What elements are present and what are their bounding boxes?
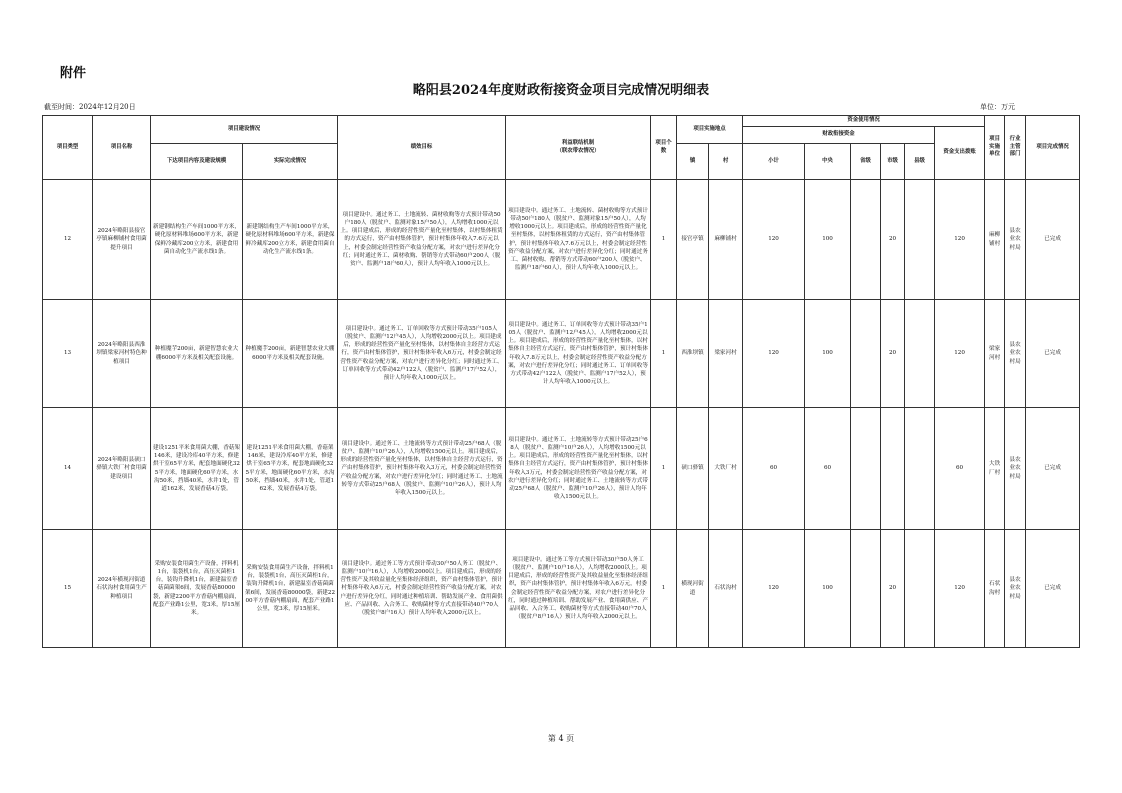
cell-county — [905, 180, 935, 300]
cell-town: 硖口驿镇 — [677, 408, 709, 530]
cell-village: 石状沟村 — [709, 530, 743, 648]
cell-paid: 120 — [935, 180, 985, 300]
cell-village: 梁家河村 — [709, 300, 743, 408]
cell-impl-unit: 梁家河村 — [985, 300, 1005, 408]
header-central: 中央 — [805, 144, 851, 180]
header-performance: 绩效目标 — [338, 116, 506, 180]
cell-planned: 建设1251平米食用菌大棚，香菇架146米，建设冷库40平方米，修建烘干室65平方米，配套地面硬化325平方米，地面硬化60平方米，水沟50米，挡墙40米，水井1处，管道162米，发展香菇4万袋。 — [151, 408, 243, 530]
cell-name: 2024年略阳县西淮坝镇梁家河村特色种植项目 — [93, 300, 151, 408]
cell-dept: 县农业农村局 — [1005, 530, 1026, 648]
header-planned: 下达项目内容及建设规模 — [151, 144, 243, 180]
cell-city — [881, 408, 905, 530]
cell-subtotal: 120 — [743, 180, 805, 300]
cell-paid: 60 — [935, 408, 985, 530]
cell-town: 横现河街道 — [677, 530, 709, 648]
cell-count: 1 — [651, 408, 677, 530]
cell-province — [851, 180, 881, 300]
header-impl-unit: 项目实施单位 — [985, 116, 1005, 180]
cell-province — [851, 408, 881, 530]
header-location: 项目实施地点 — [677, 116, 743, 144]
cell-benefit: 项目建设中。通过务工、土地流转、菌材收购等方式预计带动50户180人（脱贫户、监测对象15户50人），人均增收1000元以上。项目建成后，形成的经营性资产量化至村集体，以村集体租赁的方式运行，资产由村集体管护，预计村集体年收入7.6万元以上，村委会制定经营性资产收益分配方案，对农户进行差异化分红；同时通过务工、菌材收购、帮销等方式带动60户200人（脱贫户、监测户18户60人），预计人均年收入1000元以上。 — [506, 180, 651, 300]
table-row — [43, 300, 1080, 408]
project-table — [42, 115, 1080, 648]
cell-actual: 采购安装食用菌生产设备，拌料机1台，装袋机1台，高压灭菌柜1台，装钩升降机1台，新建温室香菇菌菌架6间，发展香菇80000袋，新建2200平方香菇内棚扇面，配套产业路1公里，宽3米，厚15厘米。 — [243, 530, 338, 648]
cell-dept: 县农业农村局 — [1005, 408, 1026, 530]
cell-paid: 120 — [935, 530, 985, 648]
cell-central: 60 — [805, 408, 851, 530]
header-benefit — [506, 116, 651, 180]
cell-subtotal: 120 — [743, 530, 805, 648]
cell-impl-unit: 麻柳铺村 — [985, 180, 1005, 300]
header-count: 项目个数 — [651, 116, 677, 180]
cell-dept: 县农业农村局 — [1005, 180, 1026, 300]
cell-city: 20 — [881, 300, 905, 408]
cell-town: 接官亭镇 — [677, 180, 709, 300]
page-title: 略阳县2024年度财政衔接资金项目完成情况明细表 — [412, 83, 710, 98]
cell-central: 100 — [805, 180, 851, 300]
header-funds: 资金使用情况 — [743, 116, 985, 127]
cell-count: 1 — [651, 300, 677, 408]
table-row — [43, 180, 1080, 300]
header-benefit-line1: 利益联结机制 — [561, 139, 595, 146]
header-construction: 项目建设情况 — [151, 116, 338, 144]
cell-type: 12 — [43, 180, 93, 300]
header-paid: 资金支出拨账 — [935, 127, 985, 180]
header-fiscal: 财政衔接资金 — [743, 127, 935, 144]
cell-county — [905, 300, 935, 408]
cell-name: 2024年横现河街道石状沟村食用菌生产种植项目 — [93, 530, 151, 648]
cell-impl-unit: 石状沟村 — [985, 530, 1005, 648]
cell-actual: 新建钢结构生产车间1000平方米，硬化原材料堆场600平方米，新建保鲜冷藏库200立方米，新建食用菌自动化生产流水线1条。 — [243, 180, 338, 300]
cell-count: 1 — [651, 180, 677, 300]
cell-benefit: 项目建设中。通过务工等方式预计带动30户50人务工（脱贫户、监测户10户16人），人均增收2000以上。项目建成后，形成的经营性资产及其收益量化至集体经济组织，资产由村集体管护，预计村集体年收入6万元，村委会制定经营性资产收益分配方案，对农户进行差异化分红，同时通过种植培训、帮助发展产业、食用菌供应、产品回收、入合务工、收购菌材等方式直接带动40户70人（脱贫户8户16人）预计人均年收入2000元以上。 — [506, 530, 651, 648]
cell-dept: 县农业农村局 — [1005, 300, 1026, 408]
cell-status: 已完成 — [1026, 300, 1080, 408]
table-row — [43, 408, 1080, 530]
cell-paid: 120 — [935, 300, 985, 408]
cell-type: 14 — [43, 408, 93, 530]
cell-city: 20 — [881, 180, 905, 300]
cell-subtotal: 120 — [743, 300, 805, 408]
cell-status: 已完成 — [1026, 530, 1080, 648]
header-dept: 行业主管部门 — [1005, 116, 1026, 180]
cell-actual: 种植魔芋200亩，新建智慧农业大棚6000平方米及相关配套设施。 — [243, 300, 338, 408]
cell-province — [851, 300, 881, 408]
cell-performance: 项目建设中。通过务工、土地流转等方式预计带动25户68人（脱贫户、监测户10户26人），人均增收1500元以上。项目建成后，形成的经营性资产量化至村集体，以村集体自主经营方式运行，资产由村集体管护，预计村集体年收入3万元，村委会制定经营性资产收益分配方案，对农户进行差异化分红；同时通过务工、土地流转等方式带动25户68人（脱贫户、监测户10户26人），预计人均年收入1500元以上。 — [338, 408, 506, 530]
cell-performance: 项目建设中。通过务工、订单回收等方式预计带动35户105人（脱贫户、监测户12户45人），人均增收2000元以上。项目建成后，形成的经营性资产量化至村集体，以村集体自主经营方式运行，资产由村集体管护，预计村集体年收入6万元，村委会制定经营性资产收益分配方案，对农户进行差异化分红；同时通过务工、订单回收等方式带动42户122人（脱贫户、监测户17户52人），预计人均年收入1000元以上。 — [338, 300, 506, 408]
cell-county — [905, 408, 935, 530]
cell-type: 15 — [43, 530, 93, 648]
header-city: 市级 — [881, 144, 905, 180]
cell-city: 20 — [881, 530, 905, 648]
cell-impl-unit: 大铁厂村 — [985, 408, 1005, 530]
header-benefit-line2: （联农带农情况） — [556, 147, 600, 154]
cell-village: 大铁厂村 — [709, 408, 743, 530]
as-of-date: 截至时间：2024年12月20日 — [44, 103, 136, 111]
header-project-name: 项目名称 — [93, 116, 151, 180]
header-project-type: 项目类型 — [43, 116, 93, 180]
cell-town: 西淮坝镇 — [677, 300, 709, 408]
header-county: 县级 — [905, 144, 935, 180]
cell-central: 100 — [805, 530, 851, 648]
cell-count: 1 — [651, 530, 677, 648]
cell-planned: 种植魔芋200亩，新建智慧农业大棚6000平方米及相关配套设施。 — [151, 300, 243, 408]
header-province: 省级 — [851, 144, 881, 180]
page-number: 第 4 页 — [547, 734, 575, 743]
cell-name: 2024年略阳县接官亭镇麻柳铺村食用菌提升项目 — [93, 180, 151, 300]
cell-planned: 新建钢结构生产车间1000平方米，硬化原材料堆场600平方米，新建保鲜冷藏库200立方米，新建食用菌自动化生产流水线1条。 — [151, 180, 243, 300]
cell-benefit: 项目建设中。通过务工、订单回收等方式预计带动35户105人（脱贫户、监测户12户45人），人均增收2000元以上。项目建成后，形成的经营性资产量化至村集体，以村集体自主经营方式运行，资产由村集体管护，预计村集体年收入7.8万元以上，村委会制定经营性资产收益分配方案，对农户进行差异化分红；同时通过务工、订单回收等方式带动42户122人（脱贫户、监测户17户52人），预计人均年收入1000元以上。 — [506, 300, 651, 408]
table-row — [43, 530, 1080, 648]
header-status: 项目完成情况 — [1026, 116, 1080, 180]
cell-performance: 项目建设中。通过务工、土地流转、菌材收购等方式预计带动50户180人（脱贫户、监测对象15户50人），人均增收1000元以上。项目建成后，形成的经营性资产量化至村集体，以村集体租赁的方式运行，资产由村集体管护，预计村集体年收入7.6万元以上，村委会制定经营性资产收益分配方案，对农户进行差异化分红；同时通过务工、菌材收购、帮销等方式带动60户200人（脱贫户、监测户18户60人），预计人均年收入1000元以上。 — [338, 180, 506, 300]
header-village: 村 — [709, 144, 743, 180]
header-town: 镇 — [677, 144, 709, 180]
cell-central: 100 — [805, 300, 851, 408]
cell-benefit: 项目建设中。通过务工、土地流转等方式预计带动25户68人（脱贫户、监测户10户26人），人均增收1500元以上。项目建成后，形成的经营性资产量化至村集体，以村集体自主经营方式运行，资产由村集体管护，预计村集体年收入3万元，村委会制定经营性资产收益分配方案，对农户进行差异化分红；同时通过务工、土地流转等方式带动25户68人（脱贫户、监测户10户26人），预计人均年收入1500元以上。 — [506, 408, 651, 530]
cell-status: 已完成 — [1026, 180, 1080, 300]
cell-subtotal: 60 — [743, 408, 805, 530]
cell-performance: 项目建设中。通过务工等方式预计带动30户50人务工（脱贫户、监测户10户16人），人均增收2000以上。项目建成后，形成的经营性资产及其收益量化至集体经济组织，资产由村集体管护，预计村集体年收入6万元，村委会制定经营性资产收益分配方案，对农户进行差异化分红，同时通过种植培训、帮助发展产业、食用菌供应、产品回收、入合务工、收购菌材等方式直接带动40户70人（脱贫户8户16人）预计人均年收入2000元以上。 — [338, 530, 506, 648]
cell-type: 13 — [43, 300, 93, 408]
cell-status: 已完成 — [1026, 408, 1080, 530]
header-actual: 实际完成情况 — [243, 144, 338, 180]
cell-planned: 采购安装食用菌生产设备，拌料机1台，装袋机1台，高压灭菌柜1台，装钩升降机1台，新建温室香菇菌菌架6间，发展香菇80000袋，新建2200平方香菇内棚扇面，配套产业路1公里，宽3米，厚15厘米。 — [151, 530, 243, 648]
cell-county — [905, 530, 935, 648]
cell-province — [851, 530, 881, 648]
header-subtotal: 小计 — [743, 144, 805, 180]
attachment-label: 附件 — [60, 66, 87, 81]
cell-village: 麻柳铺村 — [709, 180, 743, 300]
cell-name: 2024年略阳县硖口驿镇大铁厂村食用菌建设项目 — [93, 408, 151, 530]
cell-actual: 建设1251平米食用菌大棚，香菇架146米，建设冷库40平方米，修建烘干室65平方米，配套地面硬化325平方米，地面硬化60平方米，水沟50米，挡墙40米，水井1处，管道162米，发展香菇4万袋。 — [243, 408, 338, 530]
unit-label: 单位：万元 — [980, 103, 1015, 111]
